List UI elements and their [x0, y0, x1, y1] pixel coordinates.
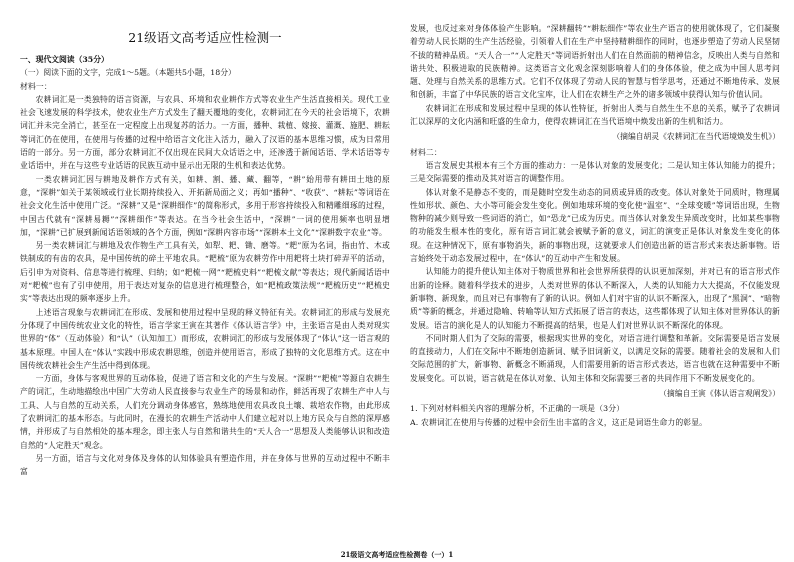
section-heading: 一、现代文阅读（35分） — [20, 55, 109, 64]
question-stem: 1. 下列对材料相关内容的理解分析，不正确的一项是（3分） — [410, 404, 625, 414]
subsection-heading: （一）阅读下面的文字，完成1～5题。（本题共5小题，18分） — [20, 68, 236, 78]
paragraph: 发展，也反过来对身体体验产生影响。“深耕翻转”“耕耘细作”等农业生产语言的使用就体现了，它们凝聚着劳动人民长期的生产生活经验，引领着人们在生产中坚持精耕细作的同时，也逐步塑造了劳动人民坚韧不拔的精神品质。“天人合一”“人定胜天”等词语折射出人们在自然面前的精神信念，反映出人类与自然和谐共处、积极进取的民族精神。这类语言文化观念深刻影响着人们的身体体验，使之成为中国人思考问题、处理与自然关系的思维方式。它们不仅体现了劳动人民的智慧与哲学思考，还通过不断地传承、发展和创新，丰富了中华民族的语言文化宝库，让人们在农耕生产之外的诸多领域中获得认知与价值认同。 — [410, 24, 780, 100]
paragraph: 另一方面，语言与文化对身体及身体的认知体验具有塑造作用，并在身体与世界的互动过程中不断丰富 — [20, 453, 390, 477]
paragraph: 农耕词汇在形成和发展过程中呈现的体认性特征，折射出人类与自然生生不息的关系，赋予了农耕词汇以深厚的文化内涵和旺盛的生命力，使得农耕词汇在当代语境中焕发出新的生机和活力。 — [410, 103, 780, 127]
paragraph: 一类农耕词汇因与耕地及耕作方式有关，如耕、割、播、藏、翻等，“耕”始用带有耕田土地的原意，“深耕”如关于某领域或行业长期持续投入、开拓新局面之义；再如“播种”、“收获”、“耕耘”等词语在社会文化生活中使用广泛。“深耕”又是“深耕细作”的简称形式，多用于形容持续投入和精雕细琢的过程，中国古代就有“深耕易耨”“深耕细作”等表达。在当今社会生活中，“深耕”一词的使用频率也明显增加，“深耕”已扩展到新闻话语领域的各个方面，例如“深耕内容市场”“深耕本土文化”“深耕数字农业”等。 — [20, 174, 390, 237]
paragraph: 农耕词汇是一类独特的语言资源，与农具、环境和农业耕作方式等农业生产生活直接相关。现代工业社会飞速发展的科学技术，使农业生产方式发生了翻天覆地的变化，农耕词汇在今天的社会语境下，农耕词汇并未完全消亡，甚至在一定程度上出现复苏的活力。一方面，播种、栽植、嫁接、灌溉、施肥、耕耘等词汇仍在使用，在使用与传播的过程中给语言文化注入活力，融入了汉语的基本思维习惯，成为日常用语的一部分。另一方面，部分农耕词汇不仅出现在民间大众话语之中，还渗透于新闻话语、学术话语等专业话语中，并在与这些专业话语的民族互动中显示出无限的生机和表达优势。 — [20, 94, 390, 171]
material-label: 材料一： — [20, 81, 52, 91]
paragraph: 体认对象不是静态不变的，而是随时空发生动态的同质或异质的改变。体认对象处于同质时，物理属性如形状、颜色、大小等可能会发生变化。例如地球环境的变化使“温室”、“全球变暖”等词语出现，生物物种的减少则导致一些词语的消亡，如“恐龙”已成为历史。而当体认对象发生异质改变时，比如某些事物的功能发生根本性的变化，原有语言词汇就会被赋予新的意义，词汇的演变正是体认对象发生变化的体现。在这种情况下，原有事物消失，新的事物出现，这就要求人们创造出新的语言形式来表达新事物。语言始终处于动态发展过程中，在“体认”的互动中产生和发展。 — [410, 187, 780, 264]
exam-title: 21级语文高考适应性检测一 — [128, 30, 282, 45]
page-footer: 21级语文高考适应性检测卷（一）1 — [340, 550, 454, 559]
right-column — [410, 0, 780, 550]
answer-option: A. 农耕词汇在使用与传播的过程中会衍生出丰富的含义，这正是词语生命力的彰显。 — [410, 417, 708, 427]
source-citation: （摘编自胡灵《农耕词汇在当代语境焕发生机》） — [612, 132, 780, 142]
paragraph: 另一类农耕词汇与耕地及农作物生产工具有关，如犁、耙、锄、磨等。“耙”原为名词，指由竹、木或铁制成的有齿的农具，是中国传统的碎土平地农具。“耙梳”原为农耕劳作中用耙将土块打碎弄平的活动，后引申为对资料、信息等进行梳理、归纳；如“耙梳一网”“耙梳史料”“耙梳文献”等表达；现代新闻话语中对“耙梳”也有了引申使用，用于表达对复杂的信息进行梳理整合，如“耙梳政策法规”“耙梳历史”“耙梳史实”等表达出现的频率逐步上升。 — [20, 241, 390, 304]
material-label: 材料二： — [410, 147, 442, 157]
paragraph: 不同时期人们为了交际的需要，根据现实世界的变化，对语言进行调整和革新。交际需要是语言发展的直接动力，人们在交际中不断地创造新词、赋予旧词新义，以满足交际的需要。随着社会的发展和人们交际范围的扩大，新事物、新概念不断涌现，人们需要用新的语言形式表达，语言也就在这种需要中不断发展变化。可以说，语言就是在体认对象、认知主体和交际需要三者的共同作用下不断发展变化的。 — [410, 333, 780, 383]
paragraph: 认知能力的提升使认知主体对于物质世界和社会世界所获得的认识更加深刻，并对已有的语言形式作出新的诠释。随着科学技术的进步，人类对世界的体认不断深入，人类的认知能力大大提高，不仅能发现新事物、新现象，而且对已有事物有了新的认识。例如人们对宇宙的认识不断深入，出现了“黑洞”、“暗物质”等新的概念，并通过隐喻、转喻等认知方式拓展了语言的表达，这些都体现了认知主体对世界体认的新发展。语言的演化是人的认知能力不断提高的结果，也是人们对世界认识不断深化的体现。 — [410, 267, 780, 330]
paragraph: 上述语言现象与农耕词汇在形成、发展和使用过程中呈现的释义特征有关。农耕词汇的形成与发展充分体现了中国传统农业文化的特性，语言学家王寅在其著作《体认语言学》中，主张语言是由人类对现实世界的“体”（互动体验）和“认”（认知加工）而形成，农耕词汇的形成与发展体现了“体认”这一语言观的基本原理。中国人在“体认”实践中形成农耕思维，创造并使用语言，形成了独特的文化思维方式。这在中国传统农耕社会生产生活中得到体现。 — [20, 307, 390, 370]
paragraph: 一方面，身体与客观世界的互动体验，促进了语言和文化的产生与发展。“深耕”“耙梳”等源自农耕生产的词汇，生动地描绘出中国广大劳动人民直接参与农业生产的场景和动作，鲜活再现了农耕生产中人与工具、人与自然的互动关系，人们充分调动身体感官，熟练地使用农具改良土壤、栽培农作物，由此形成了农耕词汇的基本形态。与此同时，在漫长的农耕生产活动中人们建立起对以上地方民众与自然的深厚感情，并形成了与自然相处的基本理念，即主张人与自然和谐共生的“天人合一”思想及人类能够认识和改造自然的“人定胜天”观念。 — [20, 374, 390, 450]
left-column — [20, 0, 390, 550]
source-citation: （摘编自王寅《体认语言观阐发》） — [659, 389, 780, 399]
paragraph: 语言发展史其根本有三个方面的推动力：一是体认对象的发展变化；二是认知主体认知能力的提升；三是交际需要的推动及其对语言的调整作用。 — [410, 160, 780, 184]
